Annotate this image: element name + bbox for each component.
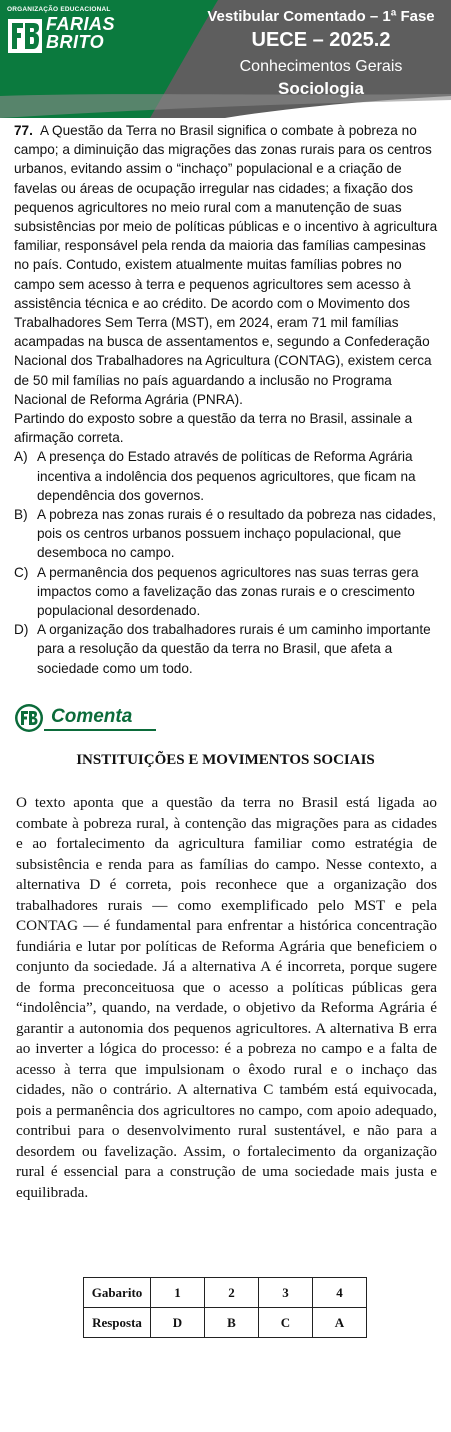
answer-cell: B [205,1308,259,1338]
table-row [84,1278,367,1308]
exam-edition: UECE – 2025.2 [251,29,391,51]
option-text: A permanência dos pequenos agricultores nas suas terras gera impactos como a favelização das zonas rurais e o crescimento populacional desordenado. [37,564,419,619]
option-text: A pobreza nas zonas rurais é o resultado da pobreza nas cidades, pois os centros urbanos possuem inchaço populacional, que desemboca no campo. [37,507,437,561]
logo-wordmark: FARIAS BRITO [46,14,116,52]
resposta-label: Resposta [84,1308,151,1338]
question-number: 77. [14,123,33,138]
comenta-label: Comenta [51,706,133,727]
question-number-cell: 3 [259,1278,313,1308]
answer-cell: C [259,1308,313,1338]
exam-title: Vestibular Comentado – 1ª Fase [207,8,435,25]
question-statement [14,121,439,409]
option-d [14,620,439,678]
table-row [84,1308,367,1338]
answer-cell: A [313,1308,367,1338]
option-letter: C) [14,564,29,580]
gabarito-label: Gabarito [84,1278,151,1308]
question-number-cell: 2 [205,1278,259,1308]
fb-logo-icon [6,17,44,55]
option-letter: A) [14,449,28,465]
option-c [14,563,439,621]
org-label: ORGANIZAÇÃO EDUCACIONAL [7,6,111,13]
comenta-heading [14,703,214,733]
page-header [0,0,451,118]
question-number-cell: 4 [313,1278,367,1308]
fb-circle-logo-icon [14,703,44,733]
option-letter: D) [14,622,29,638]
option-text: A organização dos trabalhadores rurais é um caminho importante para a resolução da questão da terra no Brasil, que afeta a sociedade como um todo. [37,622,431,676]
option-letter: B) [14,507,28,523]
option-a [14,447,439,505]
answer-cell: D [151,1308,205,1338]
question-text: A Questão da Terra no Brasil significa o combate à pobreza no campo; a diminuição das migrações das zonas rurais para os centros urbanos, evitando assim o “inchaço” populacional e a criação de favelas ou áreas de ocupação irregular nas cidades; a fixação dos pequenos agricultores no meio rural com a manutenção de suas subsistências por meio de políticas públicas e o incentivo à agricultura familiar, responsável pela renda da maioria das famílias campesinas no país. Contudo, existem atualmente muitas famílias pobres no campo sem acesso à terra e pequenos agricultores sem acesso à assistência técnica e ao crédito. De acordo com o Movimento dos Trabalhadores Sem Terra (MST), em 2024, eram 71 mil famílias acampadas na busca de assentamentos e, segundo a Confederação Nacional dos Trabalhadores na Agricultura (CONTAG), existem cerca de 50 mil famílias no país aguardando a inclusão no Programa Nacional de Reforma Agrária (PNRA). [14,123,438,407]
comment-paragraph: O texto aponta que a questão da terra no Brasil está ligada ao combate à pobreza rural, à contenção das migrações para as cidades e ao fortalecimento da agricultura familiar como estratégia de subsistência e renda para as famílias do campo. Nesse contexto, a alternativa D é correta, pois reconhece que a organização dos trabalhadores rurais — como exemplificado pelo MST e pela CONTAG — é fundamental para enfrentar a histórica concentração fundiária e lutar por políticas de Reforma Agrária que beneficiem o conjunto da sociedade. Já a alternativa A é incorreta, porque sugere de forma preconceituosa que o acesso a políticas públicas gera “indolência”, quando, na verdade, o objetivo da Reforma Agrária é garantir a autonomia dos pequenos agricultores. A alternativa B erra ao inverter a lógica do processo: é a pobreza no campo e a falta de acesso à terra que impulsionam o êxodo rural e o inchaço das cidades, não o contrário. A alternativa C também está equivocada, pois a permanência dos agricultores no campo, com apoio adequado, contribui para o desenvolvimento rural sustentável, e não para a desordem ou favelização. Assim, o fortalecimento da organização rural é essencial para a construção de uma sociedade mais justa e equilibrada. [16,794,437,1201]
option-text: A presença do Estado através de políticas de Reforma Agrária incentiva a indolência dos pequenos agricultores, que ficam na dependência dos governos. [37,449,416,503]
question-block [14,121,439,678]
farias-brito-logo [6,6,156,56]
comenta-underline [44,729,156,731]
question-number-cell: 1 [151,1278,205,1308]
section-title: INSTITUIÇÕES E MOVIMENTOS SOCIAIS [76,752,375,768]
subject-title: Sociologia [278,79,364,98]
answer-key-table [83,1277,367,1338]
option-b [14,505,439,563]
question-prompt: Partindo do exposto sobre a questão da terra no Brasil, assinale a afirmação correta. [14,411,413,446]
exam-section: Conhecimentos Gerais [239,58,403,75]
